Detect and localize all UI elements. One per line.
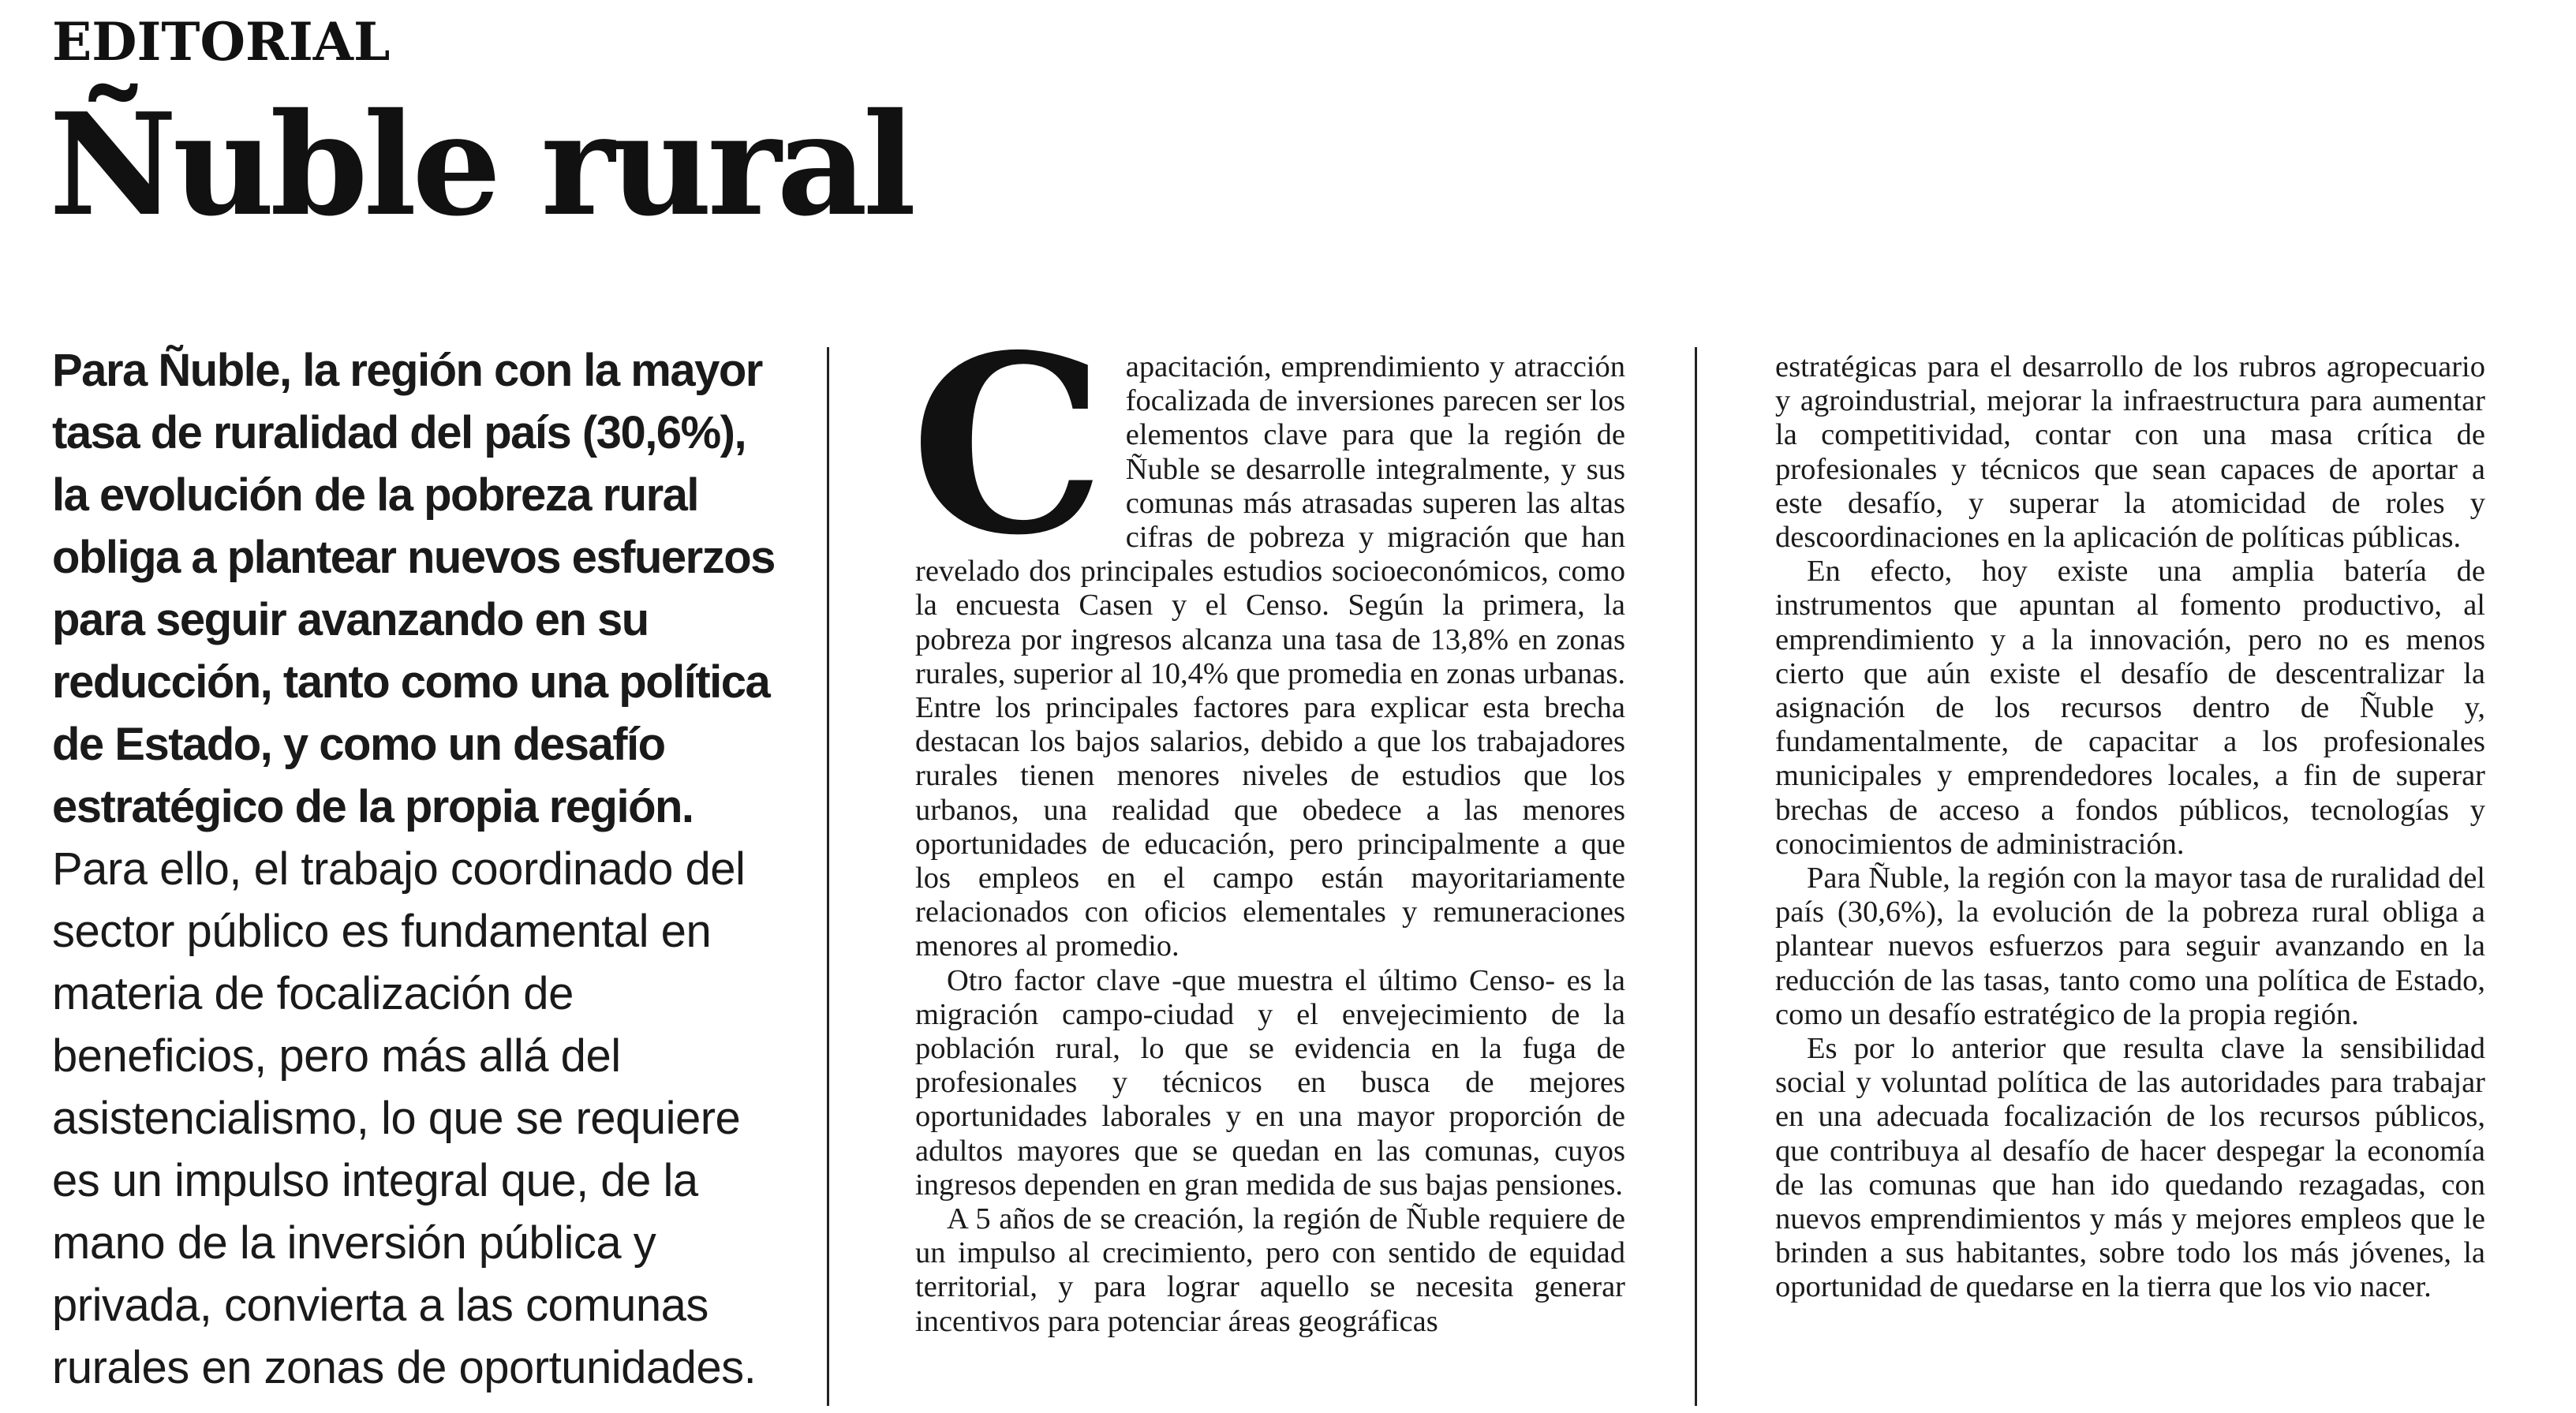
- body-paragraph: estratégicas para el desarrollo de los rubros agropecuario y agroindustrial, mejorar la infraestructura para aumentar la competitividad, contar con una masa crítica de profesionales y técnicos que sean capaces de aportar a este desafío, y superar la atomicidad de roles y descoordinaciones en la aplicación de políticas públicas.: [1775, 350, 2485, 555]
- headline: Ñuble rural: [49, 82, 912, 247]
- body-paragraph: Es por lo anterior que resulta clave la sensibilidad social y voluntad política de las autoridades para trabajar en una adecuada focalización de los recursos públicos, que contribuya al desafío de hacer despegar la economía de las comunas que han ido quedando rezagadas, con nuevos emprendimientos y más y mejores empleos que le brinden a sus habitantes, sobre todo los más jóvenes, la oportunidad de quedarse en la tierra que los vio nacer.: [1775, 1032, 2485, 1304]
- column-divider: [827, 347, 829, 1406]
- column-divider: [1695, 347, 1697, 1406]
- section-label: EDITORIAL: [52, 11, 391, 73]
- drop-cap: C: [910, 302, 1105, 589]
- lead-regular-text: Para ello, el trabajo coordinado del sector público es fundamental en materia de focalización de beneficios, pero más allá del asistencialismo, lo que se requiere es un impulso integral que, de la mano de la inversión pública y privada, convierta a las comunas rurales en zonas de oportunidades.: [52, 843, 757, 1393]
- lead-paragraph: [52, 339, 778, 1399]
- body-paragraph: En efecto, hoy existe una amplia batería de instrumentos que apuntan al fomento productivo, al emprendimiento y a la innovación, pero no es menos cierto que aún existe el desafío de descentralizar la asignación de los recursos dentro de Ñuble y, fundamentalmente, de capacitar a los profesionales municipales y emprendedores locales, a fin de superar brechas de acceso a fondos públicos, tecnologías y conocimientos de administración.: [1775, 555, 2485, 861]
- body-paragraph: Para Ñuble, la región con la mayor tasa de ruralidad del país (30,6%), la evolución de la pobreza rural obliga a plantear nuevos esfuerzos para seguir avanzando en la reducción de las tasas, tanto como una política de Estado, como un desafío estratégico de la propia región.: [1775, 862, 2485, 1031]
- body-paragraph: Otro factor clave -que muestra el último Censo- es la migración campo-ciudad y el envejecimiento de la población rural, lo que se evidencia en la fuga de profesionales y técnicos en busca de mejores oportunidades laborales y en una mayor proporción de adultos mayores que se quedan en las comunas, cuyos ingresos dependen en gran medida de sus bajas pensiones.: [915, 963, 1625, 1202]
- body-paragraph: [910, 302, 1625, 964]
- body-column-2: [910, 302, 1625, 1339]
- body-paragraph: A 5 años de se creación, la región de Ñuble requiere de un impulso al crecimiento, pero con sentido de equidad territorial, y para lograr aquello se necesita generar incentivos para potenciar áreas geográficas: [915, 1202, 1625, 1338]
- lead-bold-text: Para Ñuble, la región con la mayor tasa de ruralidad del país (30,6%), la evolución de la pobreza rural obliga a plantear nuevos esfuerzos para seguir avanzando en su reducción, tanto como una política de Estado, y como un desafío estratégico de la propia región.: [52, 345, 775, 832]
- body-paragraph-text: apacitación, emprendimiento y atracción focalizada de inversiones parecen ser los elementos clave para que la región de Ñuble se desarrolle integralmente, y sus comunas más atrasadas superen las altas cifras de pobreza y migración que han revelado dos principales estudios socioeconómicos, como la encuesta Casen y el Censo. Según la primera, la pobreza por ingresos alcanza una tasa de 13,8% en zonas rurales, superior al 10,4% que promedia en zonas urbanas. Entre los principales factores para explicar esta brecha destacan los bajos salarios, debido a que los trabajadores rurales tienen menores niveles de estudios que los urbanos, una realidad que obedece a las menores oportunidades de educación, pero principalmente a que los empleos en el campo están mayoritariamente relacionados con oficios elementales y remuneraciones menores al promedio.: [915, 350, 1625, 963]
- body-column-3: [1775, 350, 2485, 1305]
